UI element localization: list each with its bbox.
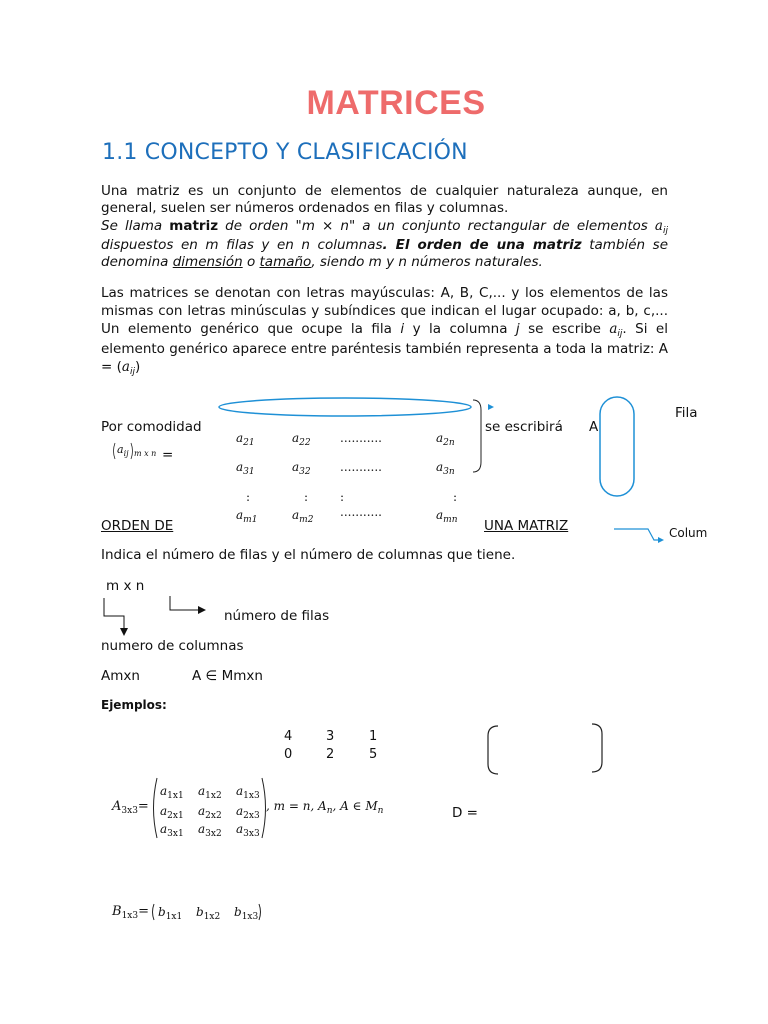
cell-sub: 3n <box>443 467 455 477</box>
text-span: o <box>242 254 260 270</box>
cell-base: b <box>234 905 242 919</box>
bold-matriz: matriz <box>169 218 219 234</box>
matrix-cell: ........... <box>340 505 382 519</box>
numero-filas-text: número de filas <box>224 608 330 624</box>
matrix-cell <box>160 784 184 801</box>
text-span: de orden "m × n" a un conjunto rectangular de elementos <box>218 218 655 234</box>
ejemplos-label: Ejemplos: <box>101 698 167 712</box>
matrix-cell: : <box>246 490 251 504</box>
numeric-cell: 1 <box>369 729 378 744</box>
numeric-cell: 3 <box>326 729 335 744</box>
cell-sub: 3x1 <box>167 829 184 839</box>
equals-sign: = <box>162 447 174 463</box>
cell-sub: 1x3 <box>243 791 260 801</box>
aij-notation <box>117 443 129 456</box>
b1x3-symbol: B <box>112 904 122 919</box>
aij-subscript: ij <box>123 449 129 458</box>
cell-base: a <box>436 431 444 445</box>
matrix-cell <box>196 905 221 922</box>
a3x3-symbol: A <box>112 799 122 814</box>
label-a-letter: A <box>589 419 599 435</box>
section-heading: 1.1 CONCEPTO Y CLASIFICACIÓN <box>102 140 468 165</box>
underline-tamano: tamaño <box>259 254 312 270</box>
cell-base: a <box>292 508 300 522</box>
mxn-text: m x n <box>106 578 145 594</box>
cell-base: a <box>436 508 444 522</box>
matrix-cell <box>436 460 455 477</box>
cell-sub: 22 <box>299 438 311 448</box>
matrix-cell <box>198 784 222 801</box>
equals-sign: = <box>137 799 149 814</box>
cell-base: a <box>198 784 206 798</box>
cell-sub: 1x2 <box>205 791 222 801</box>
matrix-cell <box>436 431 455 448</box>
matrix-cell <box>198 804 222 821</box>
cell-sub: 2n <box>443 438 455 448</box>
condition-text: , A ∈ M <box>332 799 378 813</box>
numeric-cell: 2 <box>326 747 335 762</box>
a3x3-condition <box>266 799 384 816</box>
mxn-subscript: m x n <box>134 449 157 458</box>
matrix-cell <box>198 822 222 839</box>
aij-subscript: ij <box>129 367 135 377</box>
cell-sub: 1x3 <box>241 912 259 922</box>
amxn-text: Amxn <box>101 668 140 684</box>
cell-base: a <box>236 804 244 818</box>
a3x3-subscript: 3x3 <box>121 806 138 816</box>
text-span: dispuestos en m filas y en n columnas <box>101 237 383 253</box>
matrix-cell <box>236 784 260 801</box>
cell-sub: 3x3 <box>243 829 260 839</box>
label-por-comodidad: Por comodidad <box>101 419 202 435</box>
cell-base: a <box>160 784 168 798</box>
matrix-cell <box>160 804 184 821</box>
bold-orden: . El orden de una matriz <box>382 237 582 253</box>
matrix-cell: ........... <box>340 460 382 474</box>
cell-sub: 32 <box>299 467 311 477</box>
text-span: Se llama <box>101 218 170 234</box>
a3x3-label <box>112 799 149 814</box>
equals-sign: = <box>138 904 149 919</box>
matrix-cell <box>292 508 314 525</box>
cell-base: a <box>236 460 244 474</box>
numeric-cell: 4 <box>284 729 293 744</box>
indica-text: Indica el número de filas y el número de columnas que tiene. <box>101 547 516 563</box>
cell-sub: 21 <box>243 438 255 448</box>
condition-text: , m = n, A <box>266 799 327 813</box>
cell-base: a <box>236 431 244 445</box>
cell-base: b <box>196 905 204 919</box>
text-span: , siendo m y n números naturales. <box>311 254 543 270</box>
b1x3-label <box>112 904 149 919</box>
matrix-cell <box>160 822 184 839</box>
cell-sub: 3x2 <box>205 829 222 839</box>
underline-dimension: dimensión <box>172 254 243 270</box>
cell-sub: 1x1 <box>165 912 183 922</box>
numero-columnas-text: numero de columnas <box>101 638 244 654</box>
aij-subscript: ij <box>617 329 623 339</box>
matrix-cell: ........... <box>340 431 382 445</box>
aij-symbol: a <box>654 218 663 234</box>
label-orden-de: ORDEN DE <box>101 518 174 534</box>
a-in-mmxn-text: A ∈ Mmxn <box>192 668 263 684</box>
cell-sub: m2 <box>299 515 314 525</box>
numeric-cell: 5 <box>369 747 378 762</box>
cell-sub: 2x1 <box>167 811 184 821</box>
matrix-cell <box>236 431 255 448</box>
aij-symbol: a <box>609 321 618 337</box>
label-una-matriz: UNA MATRIZ <box>484 518 569 534</box>
text-span: y la columna <box>404 321 516 337</box>
cell-base: b <box>158 905 166 919</box>
text-span: Las matrices se denotan con letras mayúsculas: A, B, C,... y los elementos de las mismas con letras minúsculas y subíndices que indican el lugar ocupado: a, b, c,... Un elemento genérico que ocupe la fila <box>101 285 668 337</box>
cell-base: a <box>198 804 206 818</box>
text-span: . Si el elemento genérico aparece entre paréntesis también representa a toda la matriz: A = ( <box>101 321 668 375</box>
matrix-cell <box>436 508 458 525</box>
text-span: también se denomina <box>101 237 668 270</box>
text-span: se escribe <box>519 321 610 337</box>
cell-base: a <box>198 822 206 836</box>
italic-j: j <box>515 321 520 337</box>
matrix-cell <box>236 822 260 839</box>
paragraph-intro: Una matriz es un conjunto de elementos de cualquier naturaleza aunque, en general, suelen ser números ordenados en filas y columnas. <box>101 183 668 216</box>
matrix-cell <box>292 460 311 477</box>
cell-sub: mn <box>443 515 458 525</box>
label-se-escribira: se escribirá <box>485 419 563 435</box>
condition-subscript: n <box>326 806 333 816</box>
cell-sub: 1x1 <box>167 791 184 801</box>
aij-symbol: a <box>117 443 124 456</box>
matrix-cell <box>236 460 255 477</box>
cell-base: a <box>160 804 168 818</box>
matrix-cell <box>234 905 259 922</box>
d-equals: D = <box>452 805 478 821</box>
matrix-cell: : <box>304 490 309 504</box>
cell-sub: 1x2 <box>203 912 221 922</box>
matrix-cell <box>236 804 260 821</box>
cell-sub: 2x3 <box>243 811 260 821</box>
matrix-cell <box>158 905 183 922</box>
cell-base: a <box>160 822 168 836</box>
matrix-cell: : <box>453 490 458 504</box>
italic-i: i <box>400 321 405 337</box>
cell-base: a <box>236 784 244 798</box>
cell-base: a <box>436 460 444 474</box>
aij-symbol: a <box>121 359 130 375</box>
page-title: MATRICES <box>306 84 486 122</box>
text-span: ) <box>134 359 141 375</box>
cell-sub: m1 <box>243 515 258 525</box>
cell-base: a <box>236 822 244 836</box>
label-fila: Fila <box>675 405 698 421</box>
cell-sub: 2x2 <box>205 811 222 821</box>
cell-base: a <box>292 431 300 445</box>
b1x3-subscript: 1x3 <box>121 911 139 921</box>
label-colum: Colum <box>669 526 708 540</box>
cell-sub: 31 <box>243 467 255 477</box>
aij-subscript: ij <box>662 226 668 236</box>
matrix-cell <box>236 508 258 525</box>
cell-base: a <box>292 460 300 474</box>
matrix-cell: : <box>340 490 345 504</box>
matrix-cell <box>292 431 311 448</box>
numeric-cell: 0 <box>284 747 293 762</box>
condition-subscript: n <box>377 806 384 816</box>
cell-base: a <box>236 508 244 522</box>
